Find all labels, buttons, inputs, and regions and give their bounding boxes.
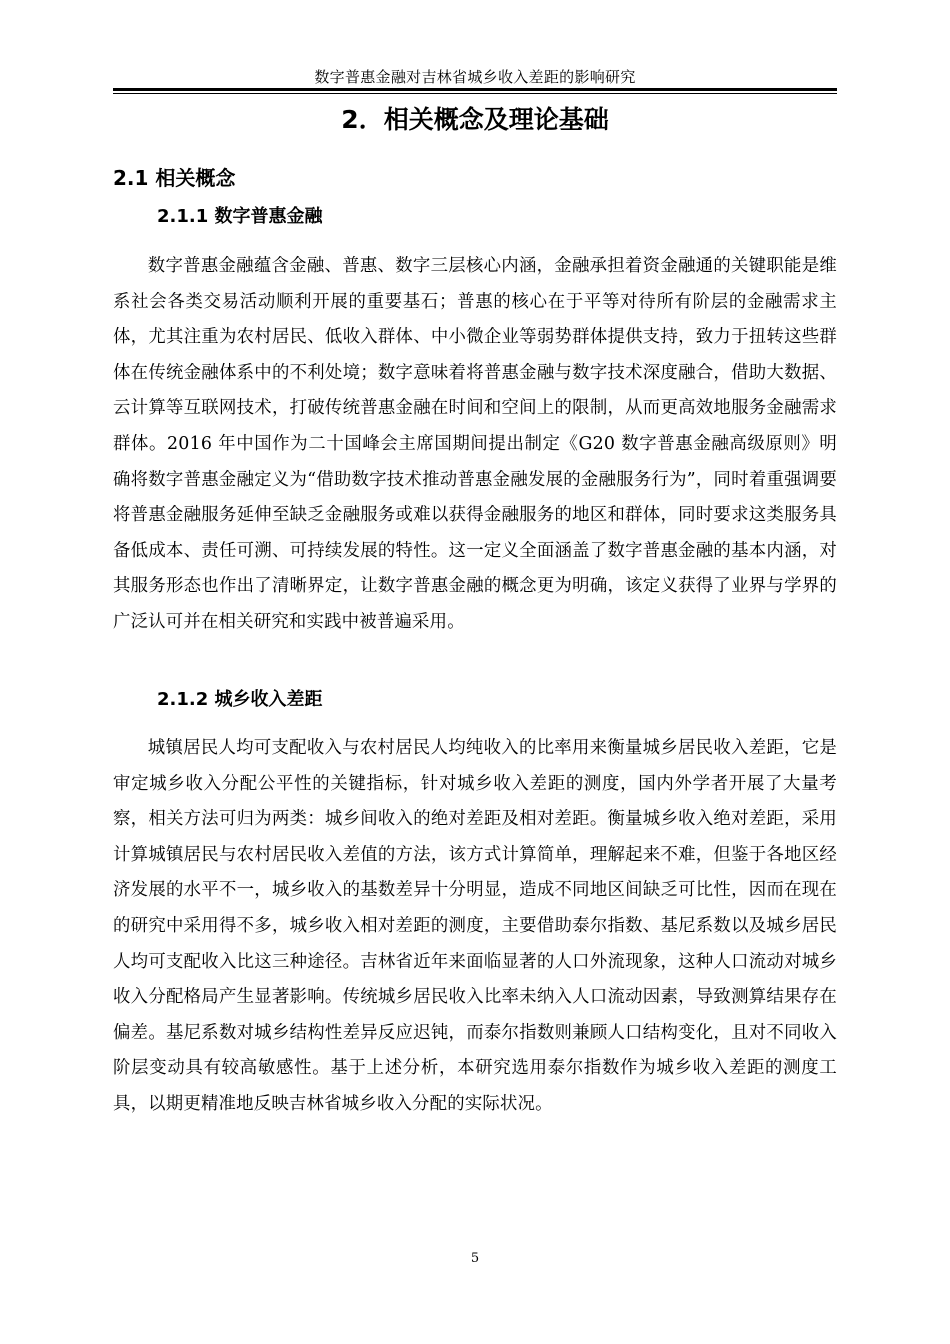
header-rule-thick: [113, 88, 837, 91]
subsection-title-urban-rural-income-gap: 2.1.2 城乡收入差距: [157, 689, 323, 710]
chapter-title: 2．相关概念及理论基础: [341, 105, 609, 134]
paragraph-digital-inclusive-finance: 数字普惠金融蕴含金融、普惠、数字三层核心内涵，金融承担着资金融通的关键职能是维系社会各类交易活动顺利开展的重要基石；普惠的核心在于平等对待所有阶层的金融需求主体，尤其注重为农村居民、低收入群体、中小微企业等弱势群体提供支持，致力于扭转这些群体在传统金融体系中的不利处境；数字意味着将普惠金融与数字技术深度融合，借助大数据、云计算等互联网技术，打破传统普惠金融在时间和空间上的限制，从而更高效地服务金融需求群体。2016 年中国作为二十国峰会主席国期间提出制定《G20 数字普惠金融高级原则》明确将数字普惠金融定义为“借助数字技术推动普惠金融发展的金融服务行为”，同时着重强调要将普惠金融服务延伸至缺乏金融服务或难以获得金融服务的地区和群体，同时要求这类服务具备低成本、责任可溯、可持续发展的特性。这一定义全面涵盖了数字普惠金融的基本内涵，对其服务形态也作出了清晰界定，让数字普惠金融的概念更为明确，该定义获得了业界与学界的广泛认可并在相关研究和实践中被普遍采用。: [113, 256, 837, 632]
header-rule-thin: [113, 93, 837, 94]
paragraph-urban-rural-income-gap: 城镇居民人均可支配收入与农村居民人均纯收入的比率用来衡量城乡居民收入差距，它是审定城乡收入分配公平性的关键指标，针对城乡收入差距的测度，国内外学者开展了大量考察，相关方法可归为两类：城乡间收入的绝对差距及相对差距。衡量城乡收入绝对差距，采用计算城镇居民与农村居民收入差值的方法，该方式计算简单，理解起来不难，但鉴于各地区经济发展的水平不一，城乡收入的基数差异十分明显，造成不同地区间缺乏可比性，因而在现在的研究中采用得不多，城乡收入相对差距的测度，主要借助泰尔指数、基尼系数以及城乡居民人均可支配收入比这三种途径。吉林省近年来面临显著的人口外流现象，这种人口流动对城乡收入分配格局产生显著影响。传统城乡居民收入比率未纳入人口流动因素，导致测算结果存在偏差。基尼系数对城乡结构性差异反应迟钝，而泰尔指数则兼顾人口结构变化，且对不同收入阶层变动具有较高敏感性。基于上述分析，本研究选用泰尔指数作为城乡收入差距的测度工具，以期更精准地反映吉林省城乡收入分配的实际状况。: [113, 738, 837, 1114]
running-header: 数字普惠金融对吉林省城乡收入差距的影响研究: [314, 68, 636, 86]
page-number: 5: [470, 1251, 480, 1266]
section-title: 2.1 相关概念: [113, 166, 236, 190]
subsection-title-digital-inclusive-finance: 2.1.1 数字普惠金融: [157, 206, 323, 227]
